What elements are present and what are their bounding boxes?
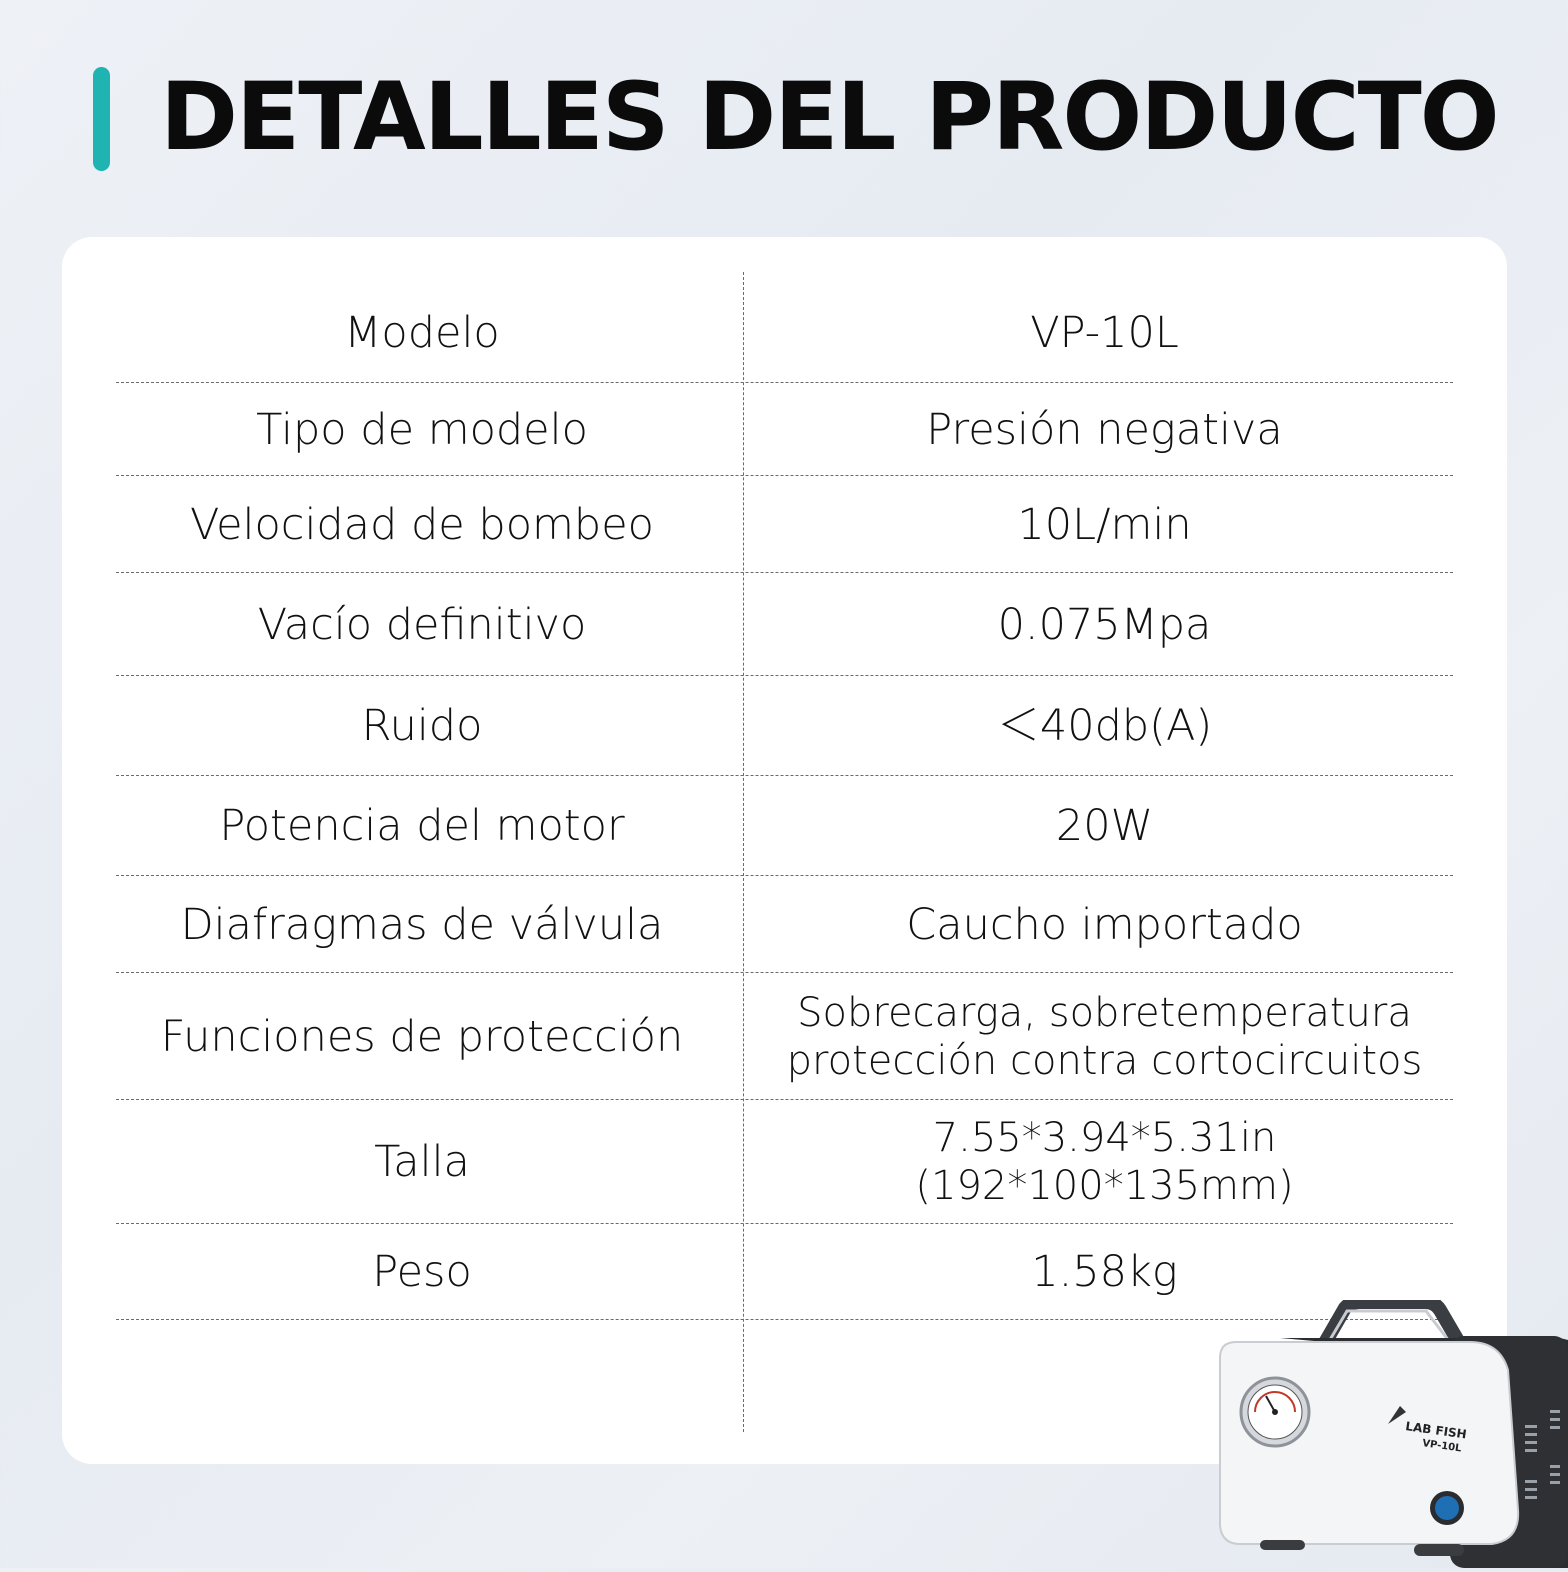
spec-value: Presión negativa <box>926 404 1283 455</box>
svg-text:VP-10L: VP-10L <box>1421 1438 1463 1455</box>
spec-value-line: (192*100*135mm) <box>915 1163 1294 1209</box>
spec-value: 0.075Mpa <box>997 599 1212 650</box>
spec-label: Tipo de modelo <box>256 404 588 455</box>
spec-label: Velocidad de bombeo <box>190 499 654 550</box>
spec-label: Ruido <box>361 701 483 751</box>
spec-row-ultimate-vacuum <box>116 573 1453 676</box>
title-accent-bar <box>93 67 110 171</box>
spec-value: VP-10L <box>1030 308 1179 358</box>
page-title: DETALLES DEL PRODUCTO <box>160 63 1498 172</box>
spec-label: Potencia del motor <box>219 801 625 851</box>
spec-value-line: protección contra cortocircuitos <box>786 1037 1423 1084</box>
spec-row-model <box>116 283 1453 383</box>
vacuum-pump-illustration <box>1200 1300 1568 1568</box>
spec-row-pumping-speed <box>116 476 1453 573</box>
vacuum-pump-image <box>1200 1300 1568 1568</box>
svg-text:LAB FISH: LAB FISH <box>1404 1419 1468 1442</box>
spec-row-motor-power <box>116 776 1453 876</box>
spec-value: ＜40db(A) <box>996 701 1213 751</box>
spec-label: Diafragmas de válvula <box>180 899 664 950</box>
spec-value: 20W <box>1055 801 1154 851</box>
spec-value <box>756 973 1453 1100</box>
spec-label: Peso <box>372 1247 472 1297</box>
spec-label: Funciones de protección <box>160 1011 684 1062</box>
spec-value: Caucho importado <box>906 899 1303 950</box>
spec-label: Vacío definitivo <box>257 599 587 650</box>
spec-row-noise <box>116 676 1453 776</box>
spec-row-valve-diaphragm <box>116 876 1453 973</box>
spec-value-line: Sobrecarga, sobretemperatura <box>797 989 1412 1036</box>
spec-label: Modelo <box>344 308 500 358</box>
spec-label: Talla <box>374 1137 470 1187</box>
spec-row-size <box>116 1100 1453 1224</box>
spec-value <box>756 1100 1453 1224</box>
spec-row-protection <box>116 973 1453 1100</box>
spec-row-model-type <box>116 383 1453 476</box>
spec-value: 1.58kg <box>1031 1247 1178 1297</box>
spec-value: 10L/min <box>1017 499 1192 550</box>
spec-value-line: 7.55*3.94*5.31in <box>932 1115 1277 1161</box>
